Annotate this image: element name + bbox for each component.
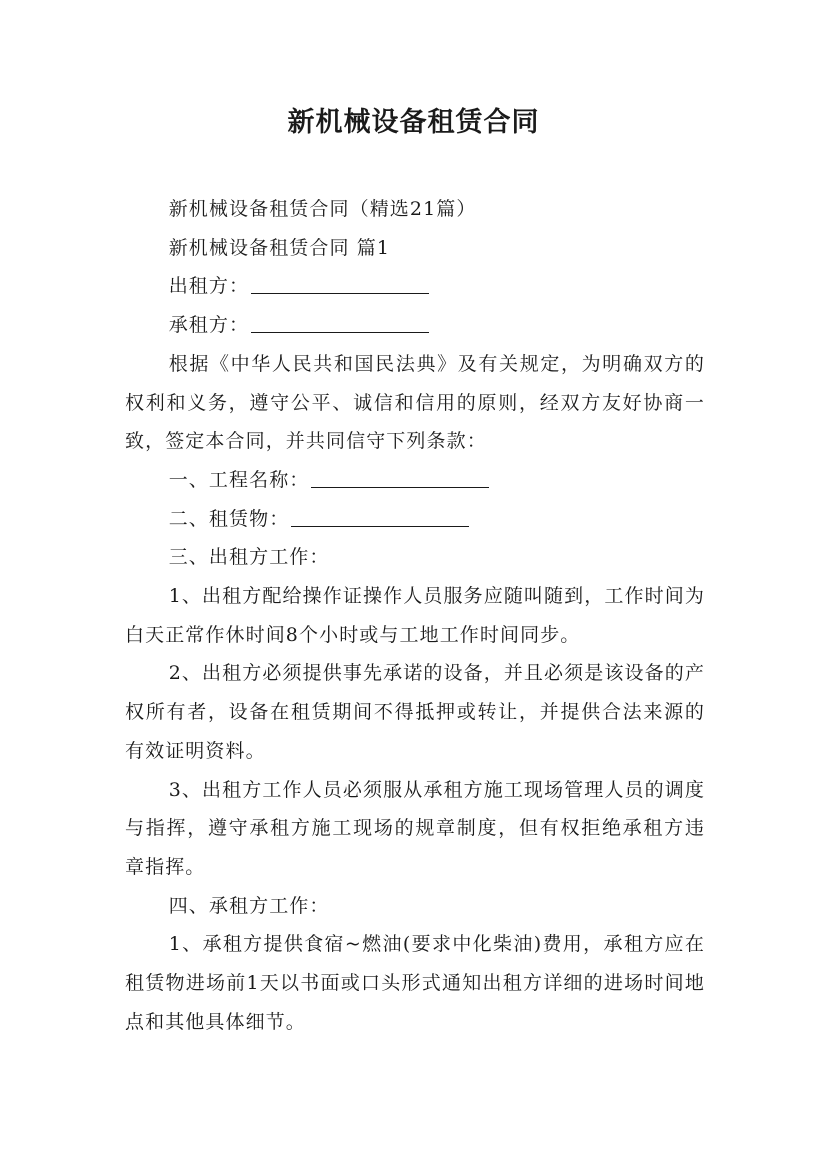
intro-paragraph: 根据《中华人民共和国民法典》及有关规定，为明确双方的权利和义务，遵守公平、诚信和信用的原则，经双方友好协商一致，签定本合同，并共同信守下列条款： [125,352,705,453]
item4-heading: 四、承租方工作： [168,894,330,917]
item2-label: 二、租赁物： [168,507,290,530]
lessor-label: 出租方： [168,275,250,298]
item3-clause-1: 1、出租方配给操作证操作人员服务应随叫随到，工作时间为白天正常作休时间8个小时或与工地工作时间同步。 [125,585,705,646]
lessor-line [125,267,705,306]
item3-heading: 三、出租方工作： [168,546,330,569]
item1-label: 一、工程名称： [168,468,310,491]
item4-clause-1: 1、承租方提供食宿~燃油(要求中化柴油)费用，承租方应在租赁物进场前1天以书面或口头形式通知出租方详细的进场时间地点和其他具体细节。 [125,933,705,1033]
item1-line [125,461,705,500]
item2-line [125,500,705,539]
subtitle: 新机械设备租赁合同（精选21篇） [168,198,477,220]
project-name-blank [311,468,489,488]
lease-item-blank [291,507,469,527]
document-title: 新机械设备租赁合同 [287,107,540,138]
lessee-label: 承租方： [168,314,250,337]
lessee-blank [251,313,429,333]
lessee-line [125,306,705,345]
item3-clause-2: 2、出租方必须提供事先承诺的设备，并且必须是该设备的产权所有者，设备在租赁期间不得抵押或转让，并提供合法来源的有效证明资料。 [125,662,705,762]
item3-clause-3: 3、出租方工作人员必须服从承租方施工现场管理人员的调度与指挥，遵守承租方施工现场的规章制度，但有权拒绝承租方违章指挥。 [125,778,705,878]
document-body [125,190,705,1041]
section-heading: 新机械设备租赁合同 篇1 [168,236,391,259]
lessor-blank [251,274,429,294]
